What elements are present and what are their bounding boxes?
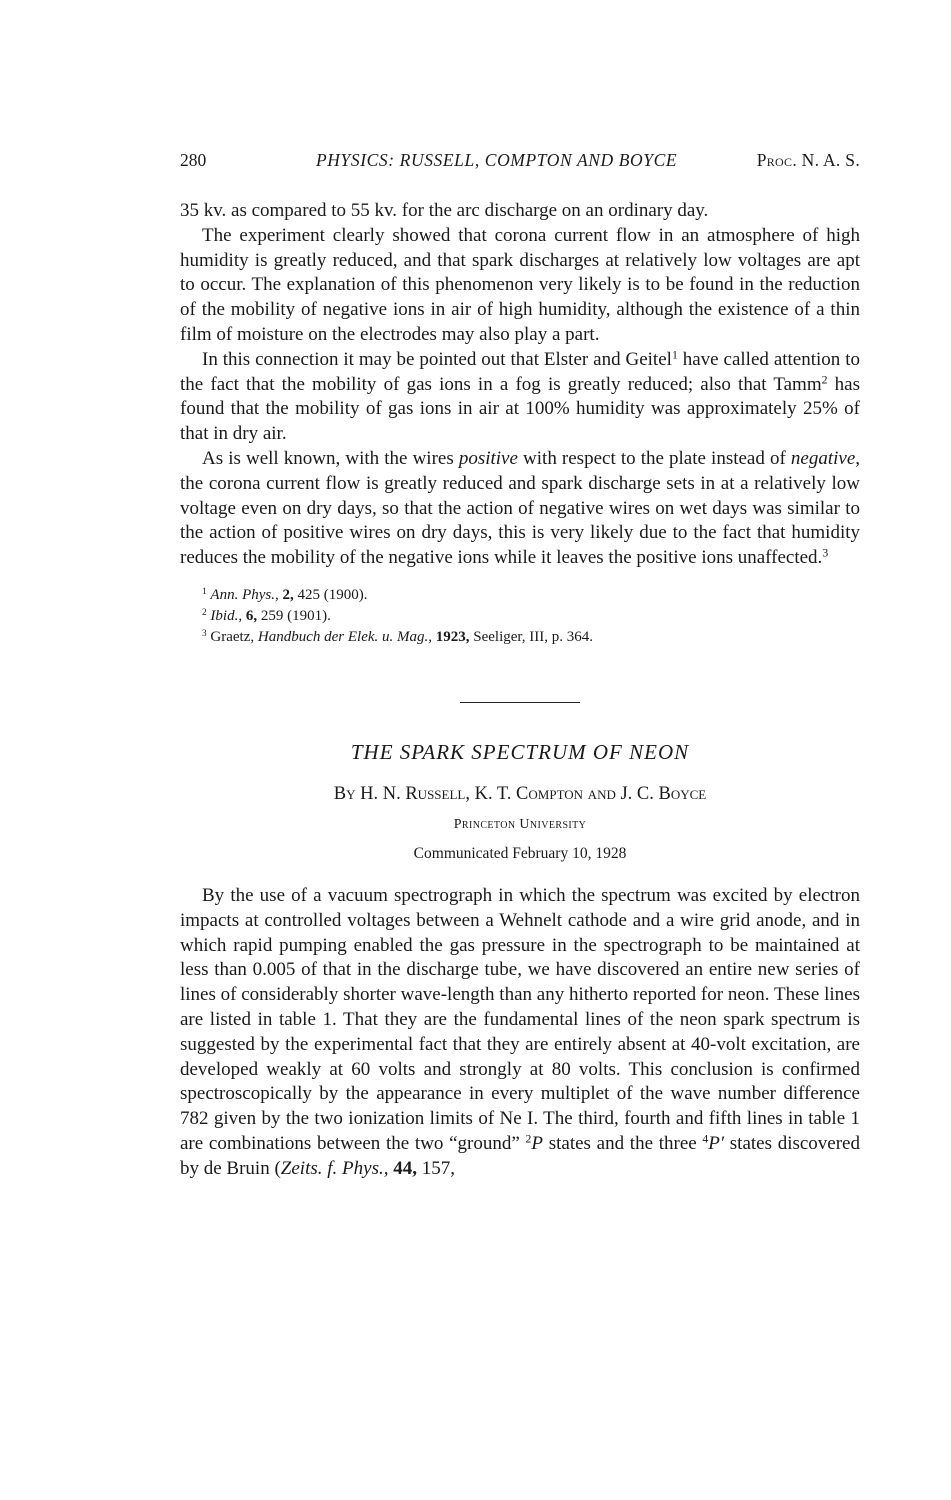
running-title: PHYSICS: RUSSELL, COMPTON AND BOYCE xyxy=(316,150,678,170)
article-affiliation: Princeton University xyxy=(453,816,587,832)
paragraph-continuation: 35 kv. as compared to 55 kv. for the arc discharge on an ordinary day. xyxy=(180,200,709,221)
page-number: 280 xyxy=(180,150,207,170)
running-header xyxy=(180,150,860,178)
footnote-ref-2: 2 xyxy=(821,373,828,387)
journal-abbrev: Proc. N. A. S. xyxy=(756,150,860,170)
footnote-ref-1: 1 xyxy=(671,348,678,362)
paragraph-experiment: The experiment clearly showed that corona current flow in an atmosphere of high humidity is greatly reduced, and that spark discharges at relatively low voltages are apt to occur. The explanation of this phenomenon very likely is to be found in the reduction of the mobility of negative ions in air of high humidity, although the existence of a thin film of moisture on the electrodes may also play a part. xyxy=(180,224,860,345)
page xyxy=(180,150,860,1182)
footnotes xyxy=(180,585,860,648)
footnote-3: $^3$ Graetz, Handbuch der Elek. u. Mag., 1923, Seeliger, III, p. 364. xyxy=(202,628,594,645)
footnote-2: $^2$ Ibid., 6, 259 (1901). xyxy=(202,607,331,624)
previous-article-text xyxy=(180,199,860,571)
communicated-date: Communicated February 10, 1928 xyxy=(413,844,627,862)
footnote-1: $^1$ Ann. Phys., 2, 425 (1900). xyxy=(202,586,368,603)
paragraph-wires: As is well known, with the wires positive with respect to the plate instead of negative, the corona current flow is greatly reduced and spark discharge sets in at a relatively low voltage even on dry days, so that the action of negative wires on wet days was similar to the action of positive wires on dry days, this is very likely due to the fact that humidity reduces the mobility of the negative ions while it leaves the positive ions unaffected.$^3$ xyxy=(180,447,860,569)
section-divider xyxy=(460,702,580,703)
paragraph-connection: In this connection it may be pointed out that Elster and Geitel$^1$ have called attention to the fact that the mobility of gas ions in a fog is greatly reduced; also that Tamm$^2$ has found that the mobility of gas ions in air at 100% humidity was approximately 25% of that in dry air. xyxy=(180,348,861,445)
article-paragraph: By the use of a vacuum spectrograph in which the spectrum was excited by electron impacts at controlled voltages between a Wehnelt cathode and a wire grid anode, and in which rapid pumping enabled the gas pressure in the spectrograph to be maintained at less than 0.005 of that in the discharge tube, we have discovered an entire new series of lines of considerably shorter wave-length than any hitherto reported for neon. These lines are listed in table 1. That they are the fundamental lines of the neon spark spectrum is suggested by the experimental fact that they are entirely absent at 40-volt excitation, are developed weakly at 60 volts and strongly at 80 volts. This conclusion is confirmed spectroscopically by the appearance in every multiplet of the wave number difference 782 given by the two ionization limits of Ne I. The third, fourth and fifth lines in table 1 are combinations between the two “ground” $^2$P states and the three $^4$P′ states discovered by de Bruin (Zeits. f. Phys., 44, 157, xyxy=(180,884,860,1179)
article-byline: By H. N. Russell, K. T. Compton and J. C. Boyce xyxy=(333,783,707,804)
footnote-ref-3: 3 xyxy=(822,546,829,560)
article-title: THE SPARK SPECTRUM OF NEON xyxy=(350,739,690,764)
article-body xyxy=(180,884,860,1182)
